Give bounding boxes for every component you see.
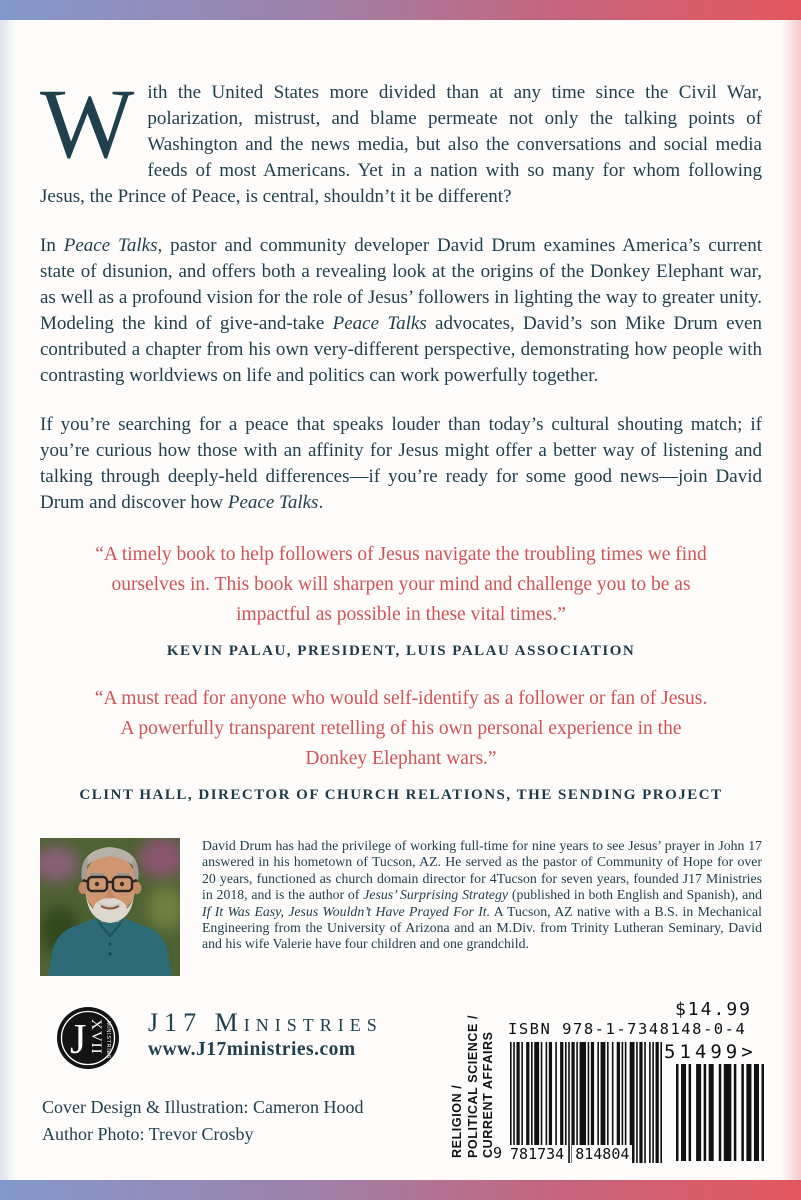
supplement-barcode-bars bbox=[676, 1064, 764, 1161]
logo-letter-j: J bbox=[70, 1017, 87, 1063]
publisher-name: J17 Ministries bbox=[148, 1008, 383, 1037]
category-political-science: POLITICAL SCIENCE / bbox=[465, 1014, 480, 1158]
endorsement-1-attribution: KEVIN PALAU, PRESIDENT, LUIS PALAU ASSOCIATION bbox=[166, 643, 636, 659]
price: $14.99 bbox=[674, 999, 752, 1020]
credit-author-photo: Author Photo: Trevor Crosby bbox=[42, 1124, 254, 1144]
supplement-barcode bbox=[676, 1064, 764, 1161]
ean-digits-left: 781734 bbox=[507, 1145, 567, 1163]
synopsis-paragraph-2: In Peace Talks, pastor and community developer David Drum examines America’s current state of disunion, and offers both a revealing look at the origins of the Donkey Elephant war, as well as a profound vision for the role of Jesus’ followers in lighting the way to greater unity. Modeling the kind of give-and-take Peace Talks advocates, David’s son Mike Drum even contributed a chapter from his own very-different perspective, demonstrating how people with contrasting worldviews on life and politics can work powerfully together. bbox=[40, 235, 762, 386]
top-gradient-bar bbox=[0, 0, 801, 20]
endorsement-2 bbox=[40, 684, 762, 804]
bottom-gradient-bar bbox=[0, 1180, 801, 1200]
category-religion: RELIGION / bbox=[450, 1084, 464, 1158]
credit-cover-design: Cover Design & Illustration: Cameron Hood bbox=[42, 1097, 364, 1117]
drop-cap: W bbox=[40, 68, 135, 179]
logo-word-ministries: MINISTRIES bbox=[105, 1021, 111, 1060]
barcode-supplement-number: 51499> bbox=[664, 1041, 757, 1063]
right-edge-tint bbox=[781, 20, 801, 1180]
credits bbox=[42, 1094, 363, 1148]
endorsement-2-attribution: CLINT HALL, DIRECTOR OF CHURCH RELATIONS, THE SENDING PROJECT bbox=[79, 787, 723, 803]
synopsis-paragraph-1 bbox=[40, 68, 762, 210]
endorsement-1-quote: “A timely book to help followers of Jesus navigate the troubling times we find ourselves in. This book will sharpen your mind and challenge you to be as impactful as possible in these vital times.” bbox=[95, 544, 707, 625]
synopsis-paragraph-3: If you’re searching for a peace that speaks louder than today’s cultural shouting match; if you’re curious how those with an affinity for Jesus might offer a better way of listening and talking through deeply-held differences—if you’re ready for some good news—join David Drum and discover how Peace Talks. bbox=[40, 414, 762, 513]
ean-barcode bbox=[493, 1042, 662, 1163]
ean-barcode-digits bbox=[493, 1144, 632, 1163]
isbn-label: ISBN 978-1-7348148-0-4 bbox=[508, 1020, 747, 1038]
endorsement-1 bbox=[40, 540, 762, 660]
synopsis-paragraph-1-text: ith the United States more divided than at any time since the Civil War, polarization, mistrust, and blame permeate not only the talking points of Washington and the news media, but also the conversations and social media feeds of most Americans. Yet in a nation with so many for whom following Jesus, the Prince of Peace, is central, shouldn’t it be different? bbox=[40, 82, 762, 207]
left-edge-tint bbox=[0, 20, 16, 1180]
author-section bbox=[40, 838, 762, 976]
j17-ministries-logo bbox=[56, 1006, 120, 1070]
category-labels bbox=[450, 1015, 497, 1158]
publisher-website: www.J17ministries.com bbox=[148, 1039, 356, 1060]
author-photo bbox=[40, 838, 180, 976]
endorsement-2-quote: “A must read for anyone who would self-identify as a follower or fan of Jesus. A powerfully transparent retelling of his own personal experience in the Donkey Elephant wars.” bbox=[94, 688, 708, 769]
category-current-affairs: CURRENT AFFAIRS bbox=[481, 1031, 495, 1158]
ean-digit-lead: 9 bbox=[493, 1144, 503, 1162]
back-cover-text bbox=[40, 68, 763, 976]
ean-digits-right: 814804 bbox=[572, 1145, 632, 1163]
author-bio: David Drum has had the privilege of working full-time for nine years to see Jesus’ prayer in John 17 answered in his hometown of Tucson, AZ. He served as the pastor of Community of Hope for over 20 years, functioned as church domain director for 4Tucson for seven years, founded J17 Ministries in 2018, and is the author of Jesus’ Surprising Strategy (published in both English and Spanish), and If It Was Easy, Jesus Wouldn’t Have Prayed For It. A Tucson, AZ native with a B.S. in Mechanical Engineering from the University of Arizona and an M.Div. from Trinity Lutheran Seminary, David and his wife Valerie have four children and one grandchild. bbox=[202, 838, 763, 952]
logo-roman-xvii: XVII bbox=[88, 1019, 104, 1055]
